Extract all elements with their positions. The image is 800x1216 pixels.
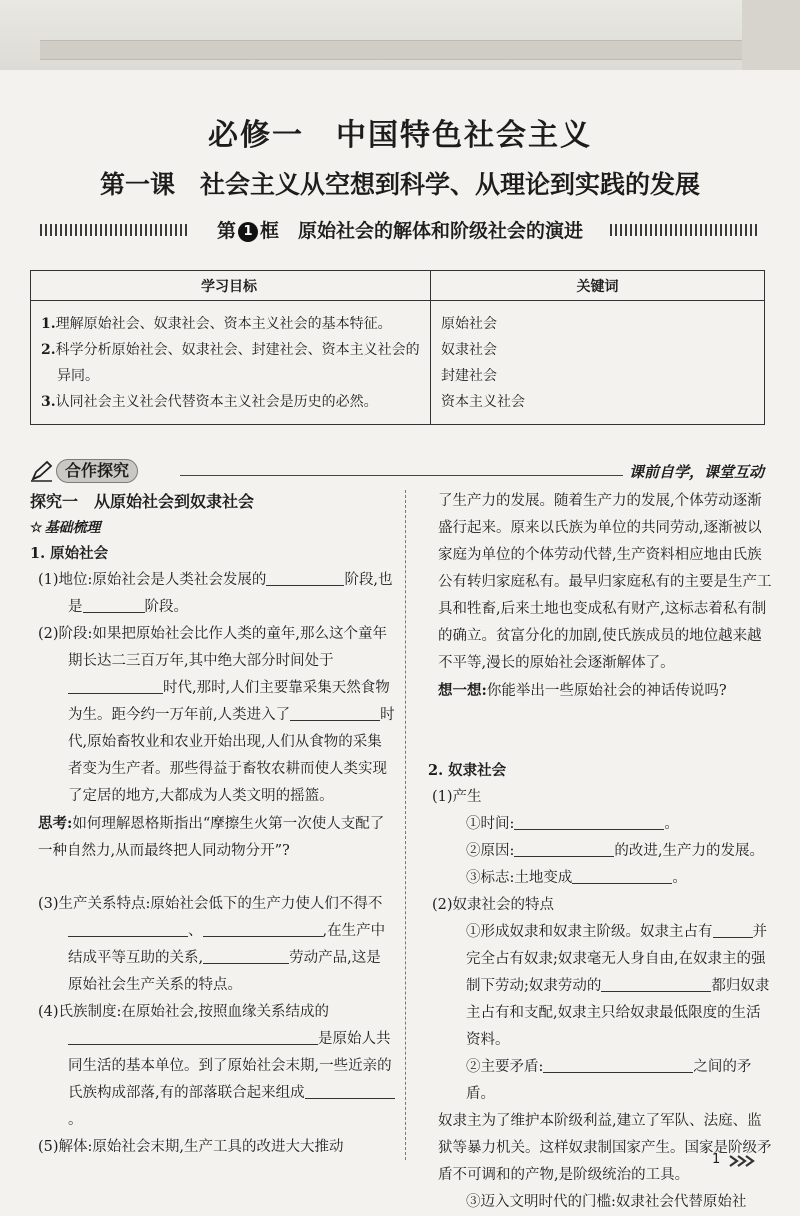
double-chevron-icon (728, 1154, 758, 1168)
section-number-badge: 1 (238, 222, 258, 242)
header-band (40, 40, 760, 60)
page-number: 1 (712, 1152, 721, 1167)
state-formation: 奴隶主为了维护本阶级利益,建立了军队、法庭、监狱等暴力机关。这样奴隶制国家产生。国家是阶级矛盾不可调和的产物,是阶级统治的工具。 (438, 1113, 772, 1183)
fill-blank[interactable] (543, 1055, 693, 1073)
relations-features: (3)生产关系特点:原始社会低下的生产力使人们不得不、 ,在生产中结成平等互助的关系, 劳动产品,这是原始社会生产关系的特点。 (38, 896, 386, 993)
section-bar (40, 218, 760, 244)
fill-blank[interactable] (266, 568, 344, 586)
fill-blank[interactable] (203, 919, 323, 937)
pencil-icon (30, 460, 54, 482)
think-question: 思考:如何理解恩格斯指出“摩擦生火第一次使人支配了一种自然力,从而最终把人同动物分开”? (38, 815, 385, 859)
hatch-left (40, 224, 190, 236)
column-divider (405, 490, 406, 1160)
hatch-right (610, 224, 760, 236)
left-column (30, 488, 395, 1161)
origin-cause: ②原因: 的改进,生产力的发展。 (428, 838, 773, 865)
dissolution: (5)解体:原始社会末期,生产工具的改进大大推动 (38, 1139, 344, 1155)
keyword: 资本主义社会 (441, 393, 525, 410)
keyword: 封建社会 (441, 367, 497, 384)
clan-system: (4)氏族制度:在原始社会,按照血缘关系结成的是原始人共同生活的基本单位。到了原始社会末期,一些近亲的氏族构成部落,有的部落联合起来组成。 (30, 999, 395, 1134)
keyword: 原始社会 (441, 315, 497, 332)
keywords-header: 关键词 (431, 271, 765, 301)
fill-blank[interactable] (68, 1027, 318, 1045)
section-suffix: 框 原始社会的解体和阶级社会的演进 (260, 220, 584, 242)
goal-item: 3.认同社会主义社会代替资本主义社会是历史的必然。 (41, 393, 378, 410)
goals-table-body-row (31, 301, 765, 425)
fill-blank[interactable] (572, 866, 672, 884)
keywords-cell (431, 301, 765, 425)
flag-icon: ☆ (30, 520, 43, 536)
basic-review-label: ☆ 基础梳理 (30, 520, 101, 536)
primitive-stages: (2)阶段:如果把原始社会比作人类的童年,那么这个童年期长达二三百万年,其中绝大部分时间处于时代,那时,人们主要靠采集天然食物为生。距今约一万年前,人类进入了 时代,原始畜牧业和农业开始出现,人们从食物的采集者变为生产者。那些得益于畜牧农耕而使人类实现了定居的地方,大都成为人类文明的摇篮。 (38, 626, 395, 804)
heading-primitive-society: 1. 原始社会 (30, 545, 109, 562)
fill-blank[interactable] (68, 676, 163, 694)
keyword: 奴隶社会 (441, 341, 497, 358)
class-tag: 课前自学，课堂互动 (623, 461, 770, 482)
origin-heading: (1)产生 (432, 789, 482, 805)
features-heading: (2)奴隶社会的特点 (432, 897, 555, 913)
right-column (428, 488, 773, 1216)
lesson-title: 第一课 社会主义从空想到科学、从理论到实践的发展 (99, 170, 700, 199)
section-prefix: 第 (216, 220, 236, 242)
fill-blank[interactable] (305, 1081, 395, 1099)
spacer (30, 865, 395, 891)
goal-item: 1.理解原始社会、奴隶社会、资本主义社会的基本特征。 (41, 315, 392, 332)
feature-classes: ①形成奴隶和奴隶主阶级。奴隶主占有 并完全占有奴隶;奴隶毫无人身自由,在奴隶主的强制下劳动;奴隶劳动的 都归奴隶主占有和支配,奴隶主只给奴隶最低限度的生活资料。 (428, 919, 773, 1054)
goals-table-header-row (31, 271, 765, 301)
spacer (428, 731, 773, 757)
origin-time: ①时间: 。 (428, 811, 773, 838)
header-edge-bar (742, 0, 800, 70)
heading-slave-society: 2. 奴隶社会 (428, 762, 507, 779)
probe-title: 探究一 从原始社会到奴隶社会 (30, 492, 255, 511)
top-header-strip (0, 0, 800, 70)
origin-mark: ③标志:土地变成 。 (428, 865, 773, 892)
dissolution-continued: 了生产力的发展。随着生产力的发展,个体劳动逐渐盛行起来。原来以氏族为单位的共同劳动,逐渐被以家庭为单位的个体劳动代替,生产资料相应地由氏族公有转归家庭私有。最早归家庭私有的主要是生产工具和牲畜,后来土地也变成私有财产,这标志着私有制的确立。贫富分化的加剧,使氏族成员的地位越来越不平等,漫长的原始社会逐渐解体了。 (438, 493, 772, 671)
think-question-2: 想一想:你能举出一些原始社会的神话传说吗? (438, 682, 727, 699)
fill-blank[interactable] (290, 703, 380, 721)
goal-item: 2.科学分析原始社会、奴隶社会、封建社会、资本主义社会的异同。 (41, 341, 420, 384)
learning-goals-table (30, 270, 765, 425)
fill-blank[interactable] (514, 839, 614, 857)
goals-header: 学习目标 (31, 271, 431, 301)
goals-cell (31, 301, 431, 425)
feature-contradiction: ②主要矛盾: 之间的矛盾。 (428, 1054, 773, 1108)
primitive-position: (1)地位:原始社会是人类社会发展的 阶段,也是 阶段。 (30, 567, 395, 621)
fill-blank[interactable] (713, 920, 753, 938)
fill-blank[interactable] (203, 946, 289, 964)
fill-blank[interactable] (83, 595, 145, 613)
civilization-threshold: ③迈入文明时代的门槛:奴隶社会代替原始社 (466, 1194, 747, 1210)
section-title (190, 218, 610, 244)
cooperation-header (30, 456, 770, 486)
main-title: 必修一 中国特色社会主义 (208, 118, 592, 153)
fill-blank[interactable] (68, 919, 188, 937)
cooperation-label: 合作探究 (56, 459, 138, 483)
fill-blank[interactable] (514, 812, 664, 830)
spacer (428, 705, 773, 731)
fill-blank[interactable] (601, 974, 711, 992)
